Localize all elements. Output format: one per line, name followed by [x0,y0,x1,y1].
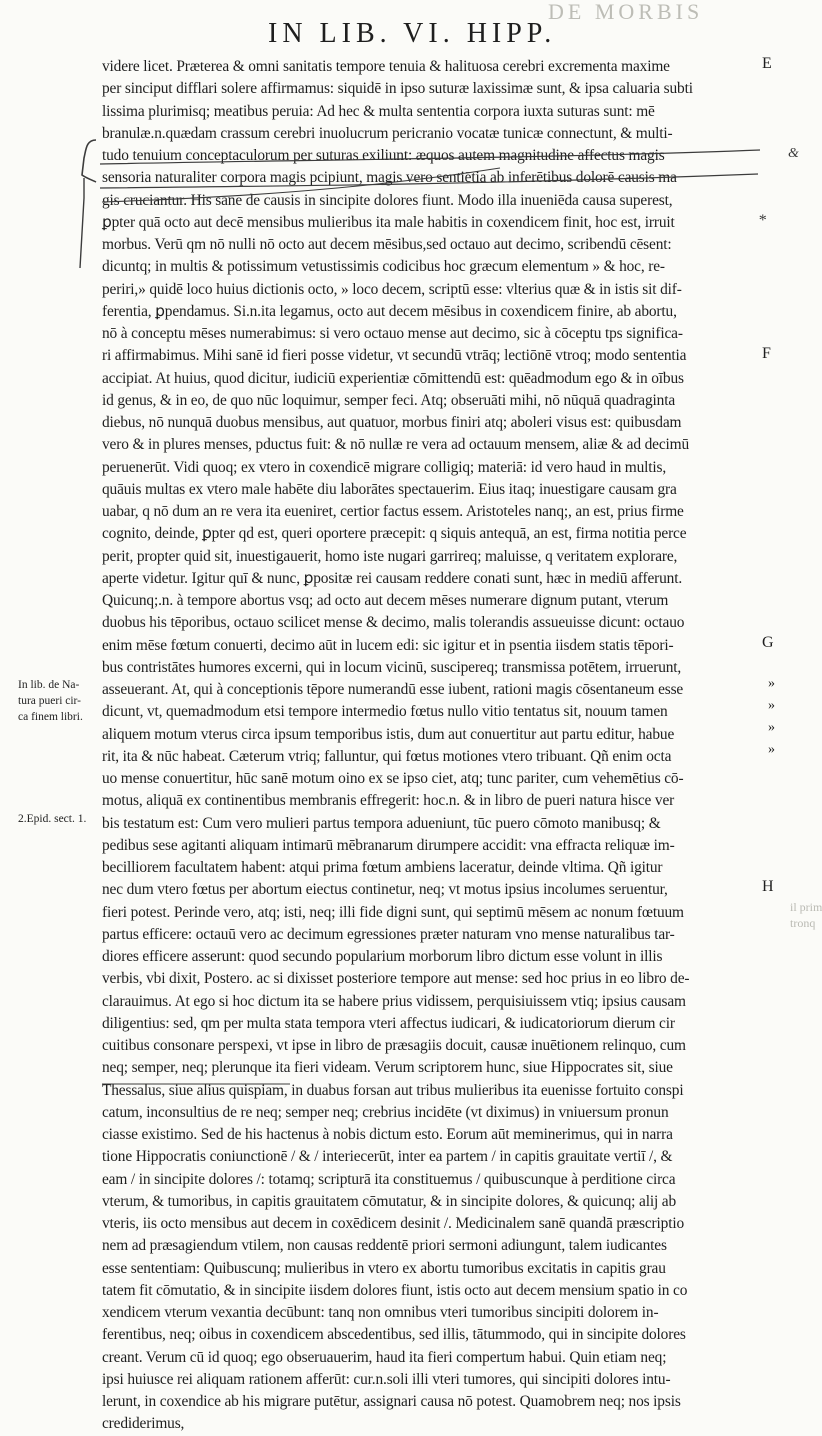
text-line: asseuerant. At, qui à conceptionis tēpore numerandū esse iubent, rationi magis cōsentaneum esse [102,681,684,698]
handwritten-mark: & [788,146,799,161]
text-line: fieri potest. Perinde vero, atq; isti, neq; illi fide digni sunt, qui septimū mēsem ac nonum fœtuum [102,903,684,921]
text-line: aperte videtur. Igitur quī & nunc, ꝑpositæ rei causam reddere conati sunt, hæc in mediū afferunt. [102,569,683,587]
text-line: nec dum vtero fœtus per abortum eiectus continetur, neq; vt motus ipsius incolumes seruentur, [102,881,668,899]
text-line: cognito, deinde, ꝑpter qd est, queri oportere præcepit: q siquis antequā, an est, firma notitia perce [102,525,687,543]
text-line: ferentia, ꝑpendamus. Si.n.ita legamus, octo aut decem mēsibus in coxendicem finire, ab abortu, [102,302,677,320]
margin-note-ref-1-line-2: tura pueri cir- [18,695,81,707]
margin-note-ref-2: 2.Epid. sect. 1. [18,813,87,825]
facing-page-bleed-title: DE MORBIS [548,0,704,24]
text-line: duobus his tēporibus, octauo scilicet mense & decimo, malis tolerandis assueuisse dicunt: octauo [102,614,685,632]
text-line: enim mēse fœtum conuerti, decimo aūt in lucem edi: sic igitur et in psentia iisdem statis tēpori- [102,636,674,654]
text-line: peruenerūt. Vidi quoq; ex vtero in coxendicē migrare colligiq; materiā: id vero haud in multis, [102,458,667,476]
text-line: motus, aliquā ex continentibus membranis effregerit: hoc.n. & in libro de pueri natura hisce ver [102,792,675,810]
text-line: accipiat. At huius, quod dicitur, iudiciū experientiæ cōmittendū est: quēadmodum ego & in oībus [102,369,684,387]
text-line: diebus, nō nunquā duobus mensibus, aut quatuor, morbus finiri atq; aboleri visus est: quibusdam [102,414,682,431]
section-letter-f: F [762,345,771,362]
facing-page-bleed-line: il prim [790,900,822,914]
section-letter-h: H [762,878,774,895]
text-line: tudo tenuium conceptaculorum per suturas exiliunt: æquos autem magnitudine affectus magis [102,147,665,164]
text-line: creant. Verum cū id quoq; ego obseruauerim, haud ita fieri compertum habui. Quin etiam neq; [102,1348,667,1366]
text-line: periri,» quidē loco huius dictionis octo, » loco decem, scriptū esse: vlterius quæ & in istis sit dif- [102,280,682,298]
text-line: videre licet. Præterea & omni sanitatis tempore tenuia & halituosa cerebri excrementa maxime [102,58,670,75]
margin-bracket [82,140,96,182]
text-line: lerunt, in coxendice ab his migrare putētur, assignari causa nō potest. Quamobrem neq; nos ipsis [102,1393,681,1410]
text-line: ri affirmabimus. Mihi sanē id fieri posse videtur, vt secundū vtrāq; lectiōnē vtroq; modo sententia [102,347,687,365]
text-line: vteris, iis octo mensibus aut decem in coxēdicem desinit /. Medicinalem sanē quandā præscriptio [102,1215,684,1232]
text-line: gis cruciantur. His sanē de causis in sincipite dolores fiunt. Modo illa inueniēda causa superest, [102,191,673,209]
text-line: branulæ.n.quædam crassum cerebri inuolucrum pericranio vocatæ tunicæ connectunt, & multi- [102,124,673,142]
quotation-mark: » [768,676,775,691]
text-line: nem ad præsagiendum vtilem, non causas reddentē priori sermoni adiungunt, talem iudicantes [102,1237,667,1255]
text-line: clarauimus. At ego si hoc dictum ita se habere prius vidissem, perquisiuissem vtiq; ipsius causam [102,992,686,1010]
text-line: vterum, & tumoribus, in capitis grauitatem cōmutatur, & in sincipite dolores, & quicunq; alij ab [102,1192,676,1210]
text-line: dicuntq; in multis & potissimum vetustissimis codicibus hoc græcum elementum » & hoc, re- [102,258,665,276]
facing-page-bleed-line: tronq [790,916,816,930]
text-line: pedibus sese agitanti aliquam intimarū mēbranarum dirumpere accidit: vna effracta reliquæ im- [102,836,675,854]
text-line: aliquem motum vterus circa ipsum temporibus istis, dum aut conuertitur aut partu editur, habue [102,725,675,743]
text-line: dicunt, vt, quemadmodum etsi tempore intermedio fœtus nullo vitio tentatus sit, nouum tamen [102,703,668,721]
text-line: esse sententiam: Quibuscunq; mulieribus in vtero ex abortu tumoribus excitatis in capitis grau [102,1259,666,1277]
handwritten-asterisk: * [758,212,766,229]
text-line: neq; semper, neq; plerunque ita fieri videam. Verum scriptorem hunc, siue Hippocrates sit, siue [102,1059,673,1077]
text-line: rit, ita & nūc habeat. Cæterum vtriq; falluntur, qui fœtus motiones vtero tribuant. Qñ enim octa [102,747,672,765]
underline-stroke [102,168,500,202]
text-line: uo mense conuertitur, hūc sanē motum oino ex se ipso ciet, atq; tunc pariter, cum vehemētius cō- [102,770,684,787]
text-line: crediderimus, [102,1415,185,1433]
text-line: ciasse existimo. Sed de his hactenus à nobis dictum esto. Eorum aūt meminerimus, qui in narra [102,1126,673,1143]
text-line: tatem fit cōmutatio, & in sincipite iisdem dolores fiunt, istis octo aut decem mensium spatio in co [102,1281,688,1299]
running-head-title: IN LIB. VI. HIPP. [268,18,557,49]
text-line: sensoria naturaliter corpora magis pcipiunt, magis vero sentiētia ab inferētibus dolorē causis ma [102,169,677,187]
text-line: tione Hippocratis coniunctionē / & / interiecerūt, inter ea partem / in capitis grauitate vertiī /, & [102,1148,673,1166]
margin-note-ref-1-line-1: In lib. de Na- [18,679,80,691]
text-line: vero & in plures menses, pductus fuit: & nō nullæ re vera ad octauum mensem, aliæ & ad decimū [102,436,690,454]
text-line: ferentibus, neq; oibus in coxendicem abscedentibus, sed illis, tātummodo, qui in sincipite dolores [102,1326,686,1344]
text-line: becilliorem facultatem habent: atqui prima fœtum ambiens laceratur, deinde vltima. Qñ igitur [102,859,663,876]
text-line: Quicunq;.n. à tempore abortus vsq; ad octo aut decem mēses numerare dignum putant, vterum [102,592,669,609]
text-line: partus efficere: octauū vero ac decimum egressiones præter naturam vno mense naturalibus tar- [102,925,675,943]
text-line: lissima plurimisq; meatibus peruia: Ad hec & multa sententia corpora iuxta suturas sunt: mē [102,102,655,120]
text-line: morbus. Verū qm nō nulli nō octo aut decem mēsibus,sed octauo aut decimo, scribendū cēsent: [102,236,672,253]
underline-stroke [100,150,760,164]
text-line: ipsi huiusce rei aliquam rationem afferūt: cur.n.soli illi vteri tumores, qui sincipiti dolores intu- [102,1370,671,1388]
text-line: verbis, vbi dixit, Postero. ac si dixisset posteriore tempore aut mense: sed hoc prius in eo libro de- [102,970,690,988]
text-line: cuitibus consonare perspexi, vt ipse in libro de præsagiis docuit, causæ inuētionem relinquo, cum [102,1037,686,1054]
text-line: per sinciput difflari solere affirmamus: siquidē in ipso suturæ laxissimæ sunt, & ipsa caluaria subti [102,80,693,98]
quotation-mark: » [768,698,775,713]
margin-note-ref-1-line-3: ca finem libri. [18,711,83,723]
text-line: catum, inconsultius de re neq; semper neq; crebrius incidēte (vt diximus) in vniuersum pronun [102,1103,669,1121]
text-line: xendicem vterum vexantia decūbunt: tanq non omnibus vteri tumoribus sincipiti dolorem in- [102,1304,659,1321]
text-line: eam / in sincipite dolores /: totamq; scripturā ita constituemus / quibuscunque à perditione circa [102,1170,676,1188]
text-line: diligentius: sed, qm per multa stata tempora vteri affectus iudicari, & iudicatoriorum dierum cir [102,1014,675,1032]
text-line: bus contristātes humores excerni, qui in locum vicinū, suscipereq; transmissa potētem, irruerunt, [102,658,682,676]
text-line: quāuis multas ex vtero male habēte diu laborātes spectauerim. Eius itaq; inuestigare causam gra [102,480,677,498]
text-line: nō à conceptu mēses numerabimus: si vero octauo mense aut decimo, sic à cōceptu tps significa- [102,325,683,342]
text-line: perit, propter quid sit, inuestigauerit, homo iste nugari garrireq; maluisse, q veritatem explorare, [102,547,678,565]
margin-bracket-tail [80,178,84,268]
text-line: uabar, q nō dum an re vera ita eueniret, certior factus essem. Aristoteles nanq;, an est, prius firme [102,503,684,520]
text-line: ꝑpter quā octo aut decē mensibus mulieribus ita male habitis in coxendicem finit, hoc est, irruit [102,213,675,231]
quotation-mark: » [768,720,775,735]
text-line: Thessalus, siue alius quispiam, in duabus forsan aut tribus mulieribus ita euenisse fortuito conspi [102,1081,684,1099]
text-line: id genus, & in eo, de quo nūc loquimur, semper feci. Atq; obseruāti mihi, nō nūquā quadraginta [102,391,675,409]
underline-stroke [100,174,758,188]
text-line: diores efficere asserunt: quod secundo popularium morborum libro dictum esse volunt in illis [102,948,663,965]
text-line: bis testatum est: Cum vero mulieri partus tempora adueniunt, tūc puero cōmoto manibusq; & [102,814,661,832]
section-letter-g: G [762,634,774,651]
section-letter-e: E [762,55,772,72]
quotation-mark: » [768,742,775,757]
